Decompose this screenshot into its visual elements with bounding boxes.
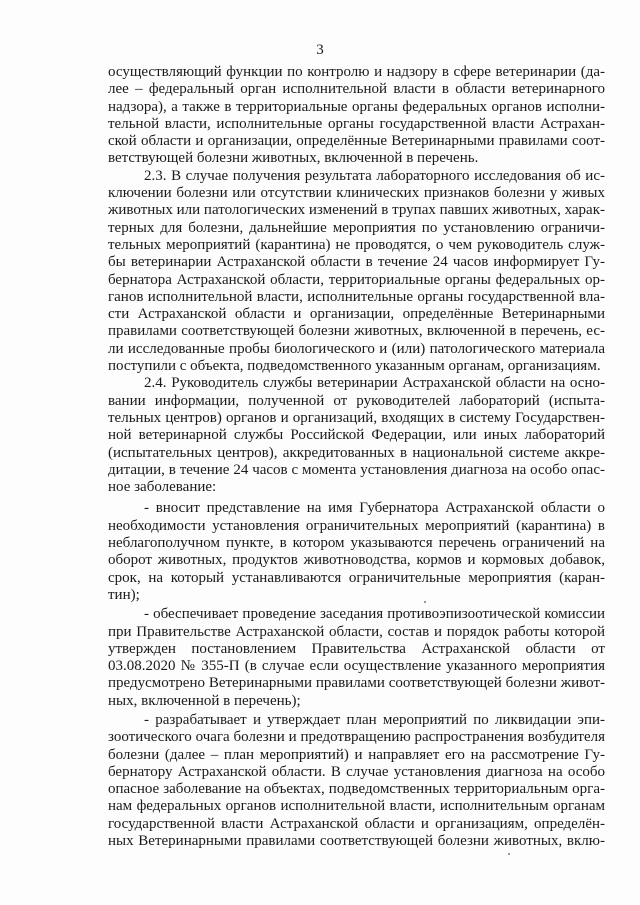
text-line: тельных мероприятий (карантина) не проводятся, о чем руководитель служ-: [108, 236, 605, 253]
scan-speck: [424, 601, 426, 603]
text-line: тельных центров) органов и организаций, входящих в систему Государствен-: [108, 409, 605, 426]
text-line: осуществляющий функции по контролю и надзору в сфере ветеринарии (да-: [108, 64, 605, 80]
text-line: дитации, в течение 24 часов с момента установления диагноза на особо опас-: [108, 461, 605, 478]
text-line: животных или патологических изменений в трупах павших животных, харак-: [108, 202, 605, 219]
text-line: при Правительстве Астраханской области, состав и порядок работы которой: [108, 623, 605, 640]
text-line: бы ветеринарии Астраханской области в течение 24 часов информирует Гу-: [108, 254, 605, 271]
text-line: правилами соответствующей болезни животных, включенной в перечень, ес-: [108, 323, 605, 340]
text-line: опасное заболевание на объектах, подведомственных территориальным орга-: [108, 781, 605, 798]
text-line: лее – федеральный орган исполнительной власти в области ветеринарного: [108, 81, 605, 98]
list-item-first-line: - вносит представление на имя Губернатора Астраханской области о: [144, 500, 605, 517]
text-line: сти Астраханской области и организации, определённые Ветеринарными: [108, 306, 605, 323]
text-line: 03.08.2020 № 355-П (в случае если осуществление указанного мероприятия: [108, 658, 605, 675]
text-line: срок, на который устанавливаются ограничительные мероприятия (каран-: [108, 569, 605, 586]
text-line: вании информации, полученной от руководителей лабораторий (испыта-: [108, 392, 605, 409]
text-line: ли исследованные пробы биологического и (или) патологического материала: [108, 340, 605, 357]
text-line: (испытательных центров), аккредитованных в национальной системе аккре-: [108, 444, 605, 461]
text-line: ных, включенной в перечень);: [108, 692, 301, 709]
paragraph-2-3-first-line: 2.3. В случае получения результата лабораторного исследования об ис-: [144, 167, 605, 184]
text-line: ное заболевание:: [108, 479, 217, 496]
text-line: ветствующей болезни животных, включенной в перечень.: [108, 150, 479, 167]
paragraph-2-4-first-line: 2.4. Руководитель службы ветеринарии Астраханской области на осно-: [144, 375, 605, 392]
text-line: ной ветеринарной службы Российской Федерации, или иных лабораторий: [108, 427, 605, 444]
list-item-first-line: - обеспечивает проведение заседания противоэпизоотической комиссии: [144, 606, 605, 623]
text-line: бернатора Астраханской области, территориальные органы федеральных ор-: [108, 271, 605, 288]
text-line: зоотического очага болезни и предотвращению распространения возбудителя: [108, 729, 605, 746]
text-line: предусмотрено Ветеринарными правилами соответствующей болезни живот-: [108, 675, 605, 692]
text-line: неблагополучном пункте, в котором указываются перечень ограничений на: [108, 535, 605, 552]
text-line: бернатору Астраханской области. В случае установления диагноза на особо: [108, 763, 605, 780]
text-line: ганов исполнительной власти, исполнительные органы государственной вла-: [108, 288, 605, 305]
text-line: государственной власти Астраханской области и организациям, определён-: [108, 815, 605, 832]
list-item-first-line: - разрабатывает и утверждает план мероприятий по ликвидации эпи-: [144, 711, 605, 728]
text-line: ных Ветеринарными правилами соответствующей болезни животных, вклю-: [108, 833, 605, 850]
text-line: необходимости установления ограничительных мероприятий (карантина) в: [108, 517, 605, 534]
text-line: ской области и организации, определённые Ветеринарными правилами соот-: [108, 133, 605, 150]
text-line: терных для болезни, дальнейшие мероприятия по установлению ограничи-: [108, 219, 605, 236]
page-number: 3: [316, 42, 324, 58]
text-line: нам федеральных органов исполнительной власти, исполнительным органам: [108, 798, 605, 815]
text-line: тин);: [108, 586, 140, 603]
text-line: болезни (далее – план мероприятий) и направляет его на рассмотрение Гу-: [108, 746, 605, 763]
text-line: тельной власти, исполнительные органы государственной власти Астрахан-: [108, 115, 605, 132]
document-body: [108, 64, 605, 850]
text-line: надзора), а также в территориальные органы федеральных органов исполни-: [108, 98, 605, 115]
text-line: ключении болезни или отсутствии клинических признаков болезни у живых: [108, 185, 605, 202]
text-line: оборот животных, продуктов животноводства, кормов и кормовых добавок,: [108, 552, 605, 569]
text-line: поступили с объекта, подведомственного указанным органам, организациям.: [108, 358, 601, 375]
scan-speck: [508, 853, 510, 855]
text-line: утвержден постановлением Правительства Астраханской области от: [108, 640, 605, 657]
